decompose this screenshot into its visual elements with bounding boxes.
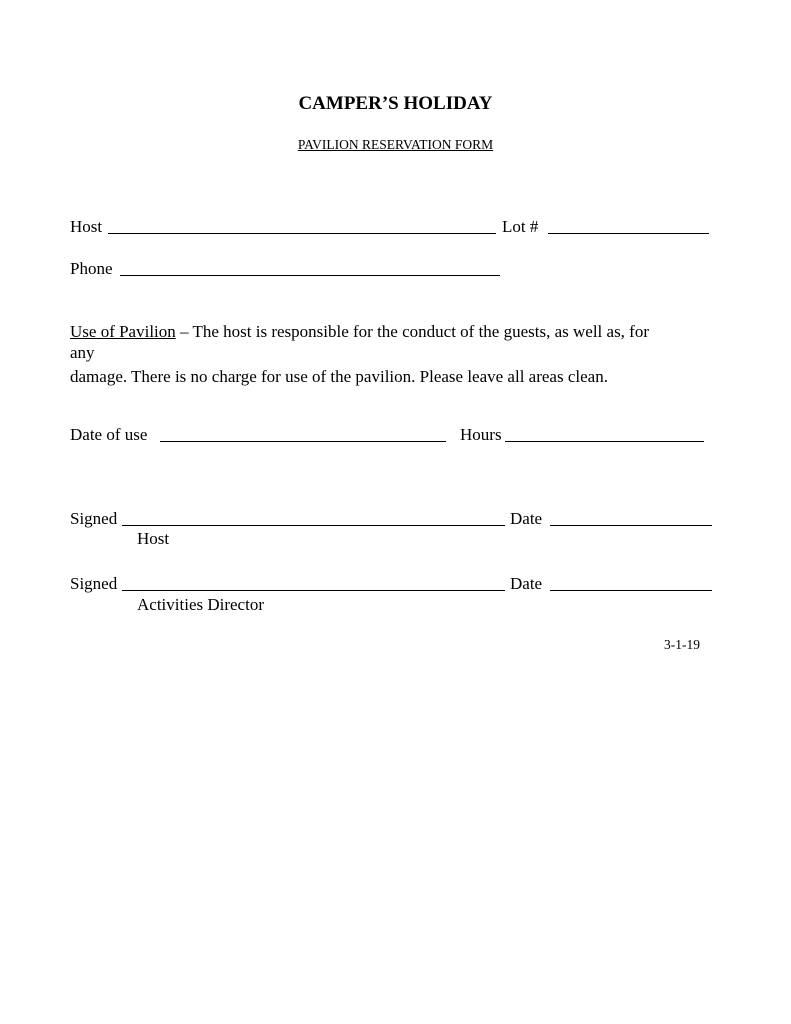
policy-line-1: – The host is responsible for the conduct of the guests, as well as, for: [175, 322, 650, 341]
form-title: CAMPER’S HOLIDAY: [298, 93, 493, 114]
director-signed-label: Signed: [70, 574, 118, 593]
lot-label: Lot #: [502, 217, 539, 236]
form-subtitle: PAVILION RESERVATION FORM: [297, 137, 494, 152]
phone-label: Phone: [70, 259, 113, 278]
host-role-caption: Host: [137, 529, 170, 548]
host-signed-label: Signed: [70, 509, 118, 528]
date-of-use-field-line[interactable]: [160, 441, 446, 442]
director-date-label: Date: [510, 574, 543, 593]
host-signature-line[interactable]: [122, 525, 505, 526]
director-role-caption: Activities Director: [137, 595, 264, 614]
director-date-line[interactable]: [550, 590, 712, 591]
hours-field-line[interactable]: [505, 441, 704, 442]
revision-date: 3-1-19: [664, 637, 700, 652]
hours-label: Hours: [460, 425, 502, 444]
policy-line-3: damage. There is no charge for use of the pavilion. Please leave all areas clean.: [70, 367, 608, 386]
policy-heading: Use of Pavilion: [70, 322, 176, 341]
host-date-line[interactable]: [550, 525, 712, 526]
date-of-use-label: Date of use: [70, 425, 148, 444]
host-field-line[interactable]: [108, 233, 496, 234]
director-signature-line[interactable]: [122, 590, 505, 591]
host-label: Host: [70, 217, 103, 236]
pavilion-policy: [70, 321, 720, 342]
policy-line-2: any: [70, 343, 95, 362]
lot-field-line[interactable]: [548, 233, 709, 234]
phone-field-line[interactable]: [120, 275, 500, 276]
host-date-label: Date: [510, 509, 543, 528]
